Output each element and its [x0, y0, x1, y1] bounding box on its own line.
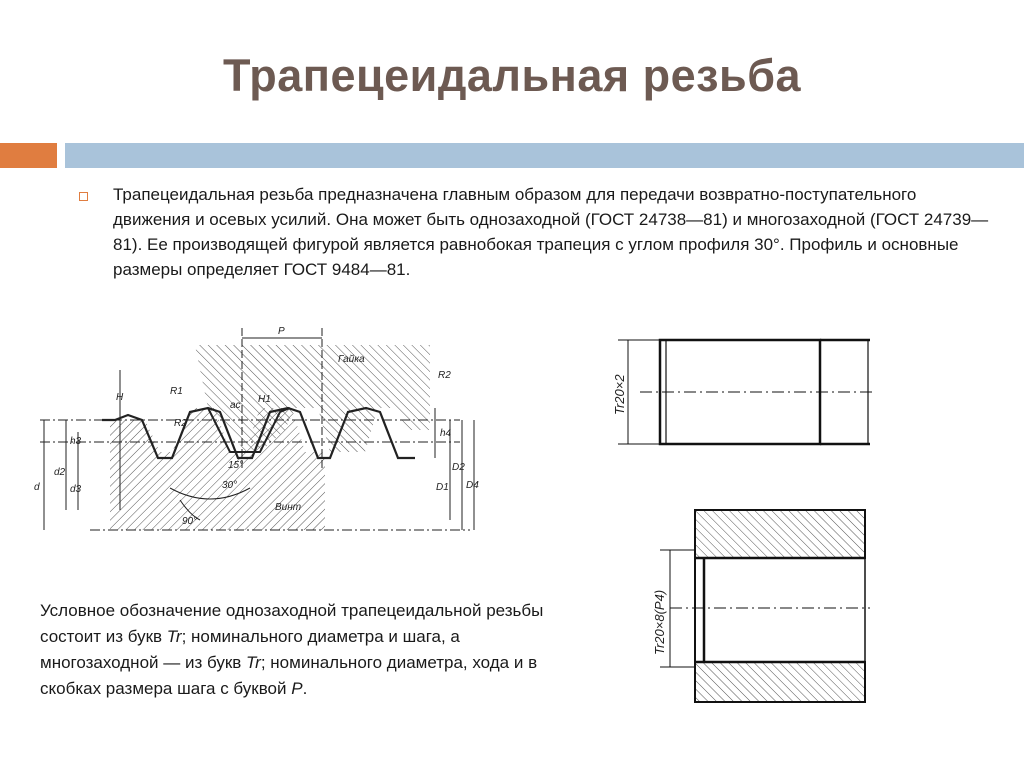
- label-r1: R1: [170, 386, 183, 397]
- label-d2: d2: [54, 467, 66, 478]
- label-H1: H1: [258, 394, 271, 405]
- label-nut: Гайка: [338, 354, 365, 365]
- label-D2: D2: [452, 462, 465, 473]
- label-h4: h4: [440, 428, 452, 439]
- label-D4: D4: [466, 480, 479, 491]
- label-90: 90°: [182, 516, 198, 527]
- label-h3: h3: [70, 436, 82, 447]
- label-ac: ac: [230, 400, 241, 411]
- designation-note: [40, 598, 570, 702]
- screw-designation-label: Tr20×2: [612, 374, 627, 415]
- label-15: 15°: [228, 460, 244, 471]
- label-d3: d3: [70, 484, 82, 495]
- note-part1: Условное обозначение однозаходной трапецеидальной резьбы состоит из букв: [40, 601, 544, 646]
- note-part3: ; номинального диаметра, хода и в скобках размера шага с буквой: [40, 653, 538, 698]
- bullet-square-icon: [79, 192, 88, 201]
- page-title: Трапецеидальная резьба: [222, 50, 802, 101]
- note-end: .: [302, 679, 308, 698]
- label-r2: R2: [174, 418, 187, 429]
- note-tr2: Tr: [246, 653, 261, 672]
- label-30: 30°: [222, 480, 238, 491]
- accent-bar: [0, 143, 57, 168]
- label-D1: D1: [436, 482, 449, 493]
- note-p: P: [291, 679, 303, 698]
- intro-paragraph: Трапецеидальная резьба предназначена главным образом для передачи возвратно-поступательного движения и осевых усилий. Она может быть однозаходной (ГОСТ 24738—81) и многозаходной (ГОСТ 24739—81). Ее производящей фигурой является равнобокая трапеция с углом профиля 30°. Профиль и основные размеры определяет ГОСТ 9484—81.: [113, 185, 989, 279]
- nut-designation-drawing: [630, 505, 870, 705]
- label-d: d: [34, 482, 40, 493]
- label-screw: Винт: [275, 502, 302, 513]
- note-part2: ; номинального диаметра и шага, а многозаходной — из букв: [40, 627, 460, 672]
- header-band: [65, 143, 1024, 168]
- label-r2-right: R2: [438, 370, 451, 381]
- thread-profile-diagram: [30, 320, 490, 540]
- screw-designation-drawing: [600, 325, 880, 455]
- note-tr1: Tr: [166, 627, 182, 646]
- label-pitch: P: [278, 326, 285, 337]
- label-H: H: [116, 392, 124, 403]
- nut-designation-label: Tr20×8(P4): [652, 589, 667, 655]
